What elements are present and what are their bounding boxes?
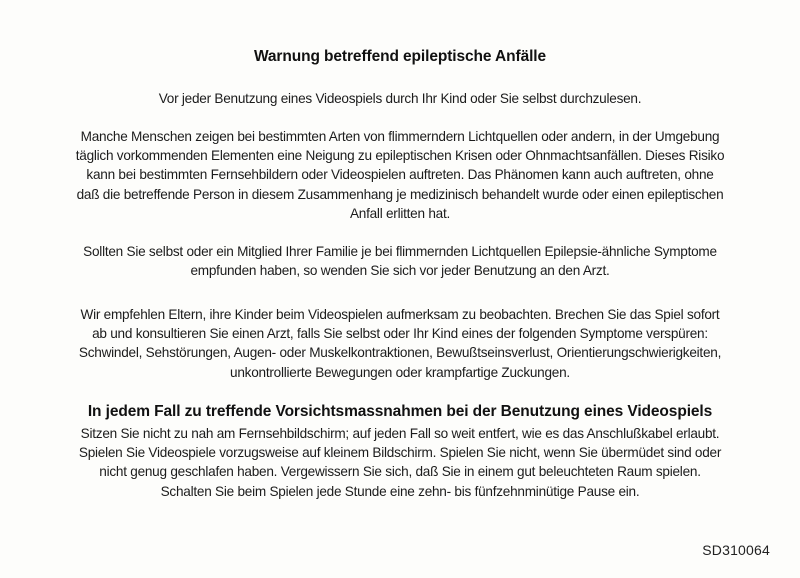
paragraph-line: Spielen Sie Videospiele vorzugsweise auf kleinem Bildschirm. Spielen Sie nicht, wenn Sie übermüdet sind oder bbox=[78, 445, 722, 461]
paragraph-line: Manche Menschen zeigen bei bestimmten Arten von flimmerndern Lichtquellen oder andern, in der Umgebung bbox=[80, 129, 720, 144]
paragraph-line: unkontrollierte Bewegungen oder krampfartige Zuckungen. bbox=[230, 364, 570, 380]
paragraph-line: Sitzen Sie nicht zu nah am Fernsehbildschirm; auf jeden Fall so weit entfert, wie es das Anschlußkabel erlaubt. bbox=[80, 426, 720, 441]
paragraph-line: Schalten Sie beim Spielen jede Stunde eine zehn- bis fünfzehnminütige Pause ein. bbox=[160, 483, 640, 499]
paragraph-line: Wir empfehlen Eltern, ihre Kinder beim Videospielen aufmerksam zu beobachten. Brechen Sie das Spiel sofort bbox=[80, 307, 720, 322]
paragraph-line: täglich vorkommenden Elementen eine Neigung zu epileptischen Krisen oder Ohnmachtsanfällen. Dieses Risiko bbox=[75, 148, 725, 164]
paragraph-line: daß die betreffende Person in diesem Zusammenhang je medizinisch behandelt wurde oder einen epileptischen bbox=[76, 186, 724, 202]
precautions-heading: In jedem Fall zu treffende Vorsichtsmassnahmen bei der Benutzung eines Videospiels bbox=[87, 403, 713, 420]
document-code: SD310064 bbox=[702, 542, 770, 558]
paragraph-family bbox=[40, 242, 760, 280]
paragraph-line: empfunden haben, so wenden Sie sich vor jeder Benutzung an den Arzt. bbox=[190, 263, 610, 279]
paragraph-precautions bbox=[40, 424, 760, 501]
paragraph-line: Schwindel, Sehstörungen, Augen- oder Muskelkontraktionen, Bewußtseinsverlust, Orientierungschwierigkeiten, bbox=[78, 345, 722, 361]
paragraph-line: kann bei bestimmten Fernsehbildern oder Videospielen auftreten. Das Phänomen kann auch auftreten, ohne bbox=[86, 167, 714, 183]
document-subtitle: Vor jeder Benutzung eines Videospiels durch Ihr Kind oder Sie selbst durchzulesen. bbox=[158, 91, 642, 106]
paragraph-line: nicht genug geschlafen haben. Vergewissern Sie sich, daß Sie in einem gut beleuchteten Raum spielen. bbox=[99, 464, 701, 480]
paragraph-line: ab und konsultieren Sie einen Arzt, falls Sie selbst oder Ihr Kind eines der folgenden Symptome verspüren: bbox=[92, 326, 708, 342]
paragraph-risk bbox=[40, 127, 760, 223]
paragraph-line: Sollten Sie selbst oder ein Mitglied Ihrer Familie je bei flimmernden Lichtquellen Epilepsie-ähnliche Symptome bbox=[83, 244, 717, 259]
paragraph-symptoms bbox=[40, 305, 760, 382]
paragraph-line: Anfall erlitten hat. bbox=[349, 205, 451, 221]
document-title: Warnung betreffend epileptische Anfälle bbox=[253, 48, 547, 65]
